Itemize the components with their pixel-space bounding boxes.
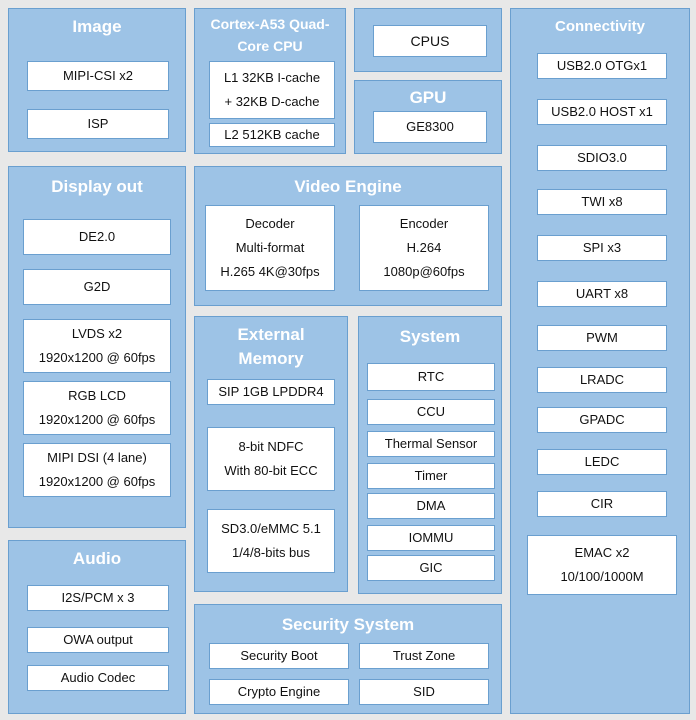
connectivity-item: USB2.0 HOST x1 [537, 99, 667, 125]
isp-box: ISP [27, 109, 169, 139]
image-panel [8, 8, 186, 152]
crypto-engine-box: Crypto Engine [209, 679, 349, 705]
trust-zone-box: Trust Zone [359, 643, 489, 669]
decoder-box: Decoder Multi-format H.265 4K@30fps [205, 205, 335, 291]
mipi-csi-box: MIPI-CSI x2 [27, 61, 169, 91]
connectivity-item: LRADC [537, 367, 667, 393]
security-boot-box: Security Boot [209, 643, 349, 669]
connectivity-item: SPI x3 [537, 235, 667, 261]
system-item: GIC [367, 555, 495, 581]
connectivity-item: LEDC [537, 449, 667, 475]
security-panel [194, 604, 502, 714]
de-box: DE2.0 [23, 219, 171, 255]
gpu-model-box: GE8300 [373, 111, 487, 143]
l1-cache-box: L1 32KB I-cache + 32KB D-cache [209, 61, 335, 119]
connectivity-item: TWI x8 [537, 189, 667, 215]
display-panel [8, 166, 186, 528]
connectivity-item: PWM [537, 325, 667, 351]
audio-title: Audio [72, 549, 122, 568]
system-item: CCU [367, 399, 495, 425]
image-title: Image [72, 17, 122, 36]
system-panel [358, 316, 502, 594]
system-item: IOMMU [367, 525, 495, 551]
sid-box: SID [359, 679, 489, 705]
memory-panel [194, 316, 348, 592]
connectivity-panel [510, 8, 690, 714]
connectivity-item: USB2.0 OTGx1 [537, 53, 667, 79]
emac-box: EMAC x2 10/100/1000M [527, 535, 677, 595]
connectivity-item: CIR [537, 491, 667, 517]
audio-panel [8, 540, 186, 714]
connectivity-item: SDIO3.0 [537, 145, 667, 171]
connectivity-title: Connectivity [554, 18, 645, 35]
display-title: Display out [51, 177, 143, 196]
connectivity-item: GPADC [537, 407, 667, 433]
audio-item: I2S/PCM x 3 [27, 585, 169, 611]
system-item: RTC [367, 363, 495, 391]
lvds-box: LVDS x2 1920x1200 @ 60fps [23, 319, 171, 373]
rgb-lcd-box: RGB LCD 1920x1200 @ 60fps [23, 381, 171, 435]
g2d-box: G2D [23, 269, 171, 305]
video-title: Video Engine [294, 177, 402, 196]
connectivity-item: UART x8 [537, 281, 667, 307]
encoder-box: Encoder H.264 1080p@60fps [359, 205, 489, 291]
video-panel [194, 166, 502, 306]
cpus-panel [354, 8, 502, 72]
cpu-title: Cortex-A53 Quad- Core CPU [210, 16, 330, 54]
gpu-title: GPU [409, 88, 447, 107]
cpus-box: CPUS [373, 25, 487, 57]
cpu-panel [194, 8, 346, 154]
audio-item: Audio Codec [27, 665, 169, 691]
gpu-panel [354, 80, 502, 154]
sip-box: SIP 1GB LPDDR4 [207, 379, 335, 405]
audio-item: OWA output [27, 627, 169, 653]
l2-cache-box: L2 512KB cache [209, 123, 335, 147]
mipi-dsi-box: MIPI DSI (4 lane) 1920x1200 @ 60fps [23, 443, 171, 497]
memory-title: External Memory [237, 325, 305, 368]
ndfc-box: 8-bit NDFC With 80-bit ECC [207, 427, 335, 491]
system-item: Thermal Sensor [367, 431, 495, 457]
system-title: System [399, 327, 461, 346]
sd-emmc-box: SD3.0/eMMC 5.1 1/4/8-bits bus [207, 509, 335, 573]
security-title: Security System [281, 615, 415, 634]
system-item: DMA [367, 493, 495, 519]
system-item: Timer [367, 463, 495, 489]
